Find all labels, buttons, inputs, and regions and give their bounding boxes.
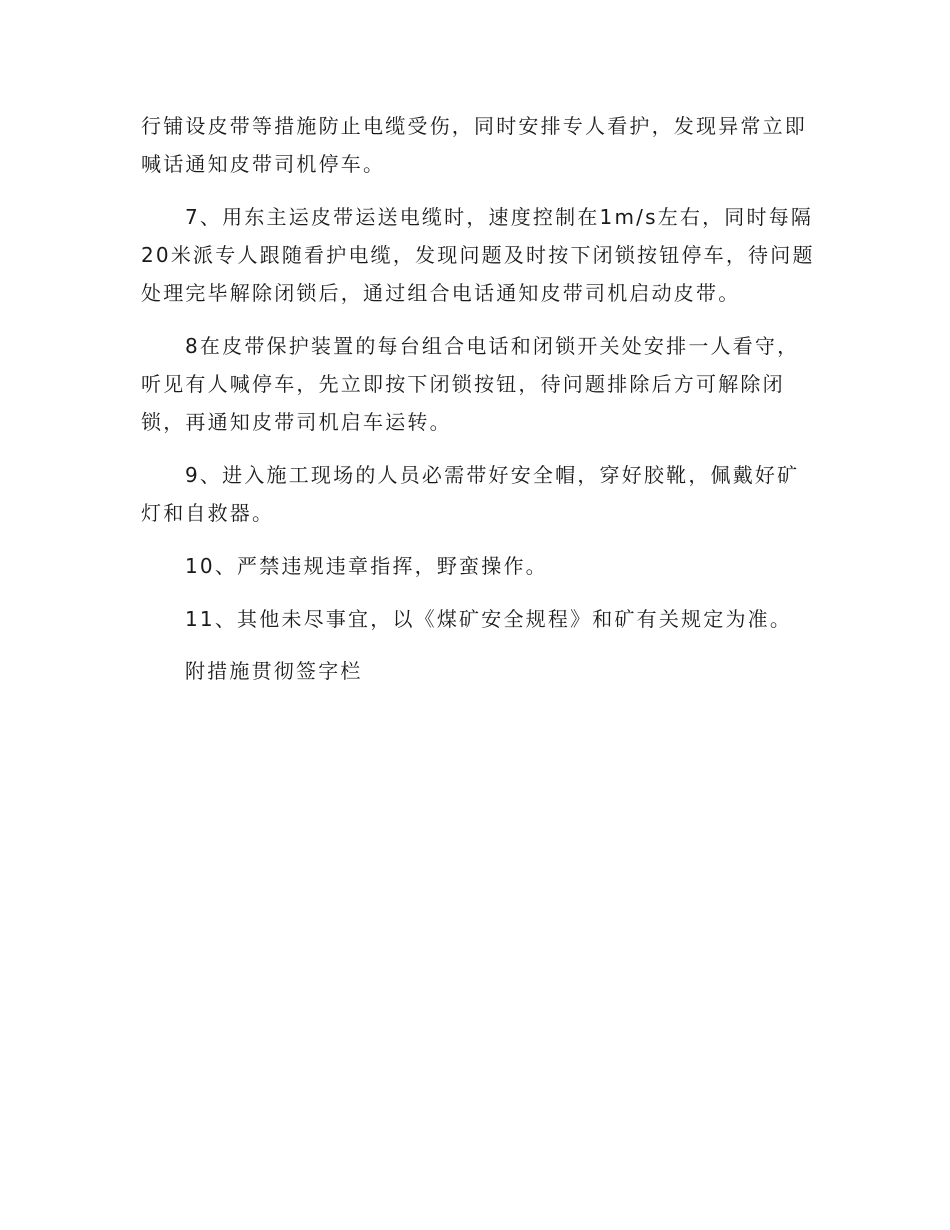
signature-section-heading: 附措施贯彻签字栏 [185,659,363,683]
document-body [141,107,821,690]
paragraph-continuation: 行铺设皮带等措施防止电缆受伤，同时安排专人看护，发现异常立即喊话通知皮带司机停车。 [141,114,807,176]
paragraph-item-10: 10、严禁违规违章指挥，野蛮操作。 [185,554,548,578]
paragraph-item-8: 8在皮带保护装置的每台组合电话和闭锁开关处安排一人看守，听见有人喊停车，先立即按下闭锁按钮，待问题排除后方可解除闭锁，再通知皮带司机启车运转。 [141,334,800,434]
paragraph-item-9: 9、进入施工现场的人员必需带好安全帽，穿好胶靴，佩戴好矿灯和自救器。 [141,463,800,525]
paragraph-item-7: 7、用东主运皮带运送电缆时，速度控制在1m/s左右，同时每隔20米派专人跟随看护电缆，发现问题及时按下闭锁按钮停车，待问题处理完毕解除闭锁后，通过组合电话通知皮带司机启动皮带。 [141,205,815,305]
paragraph-item-11: 11、其他未尽事宜，以《煤矿安全规程》和矿有关规定为准。 [185,607,793,631]
